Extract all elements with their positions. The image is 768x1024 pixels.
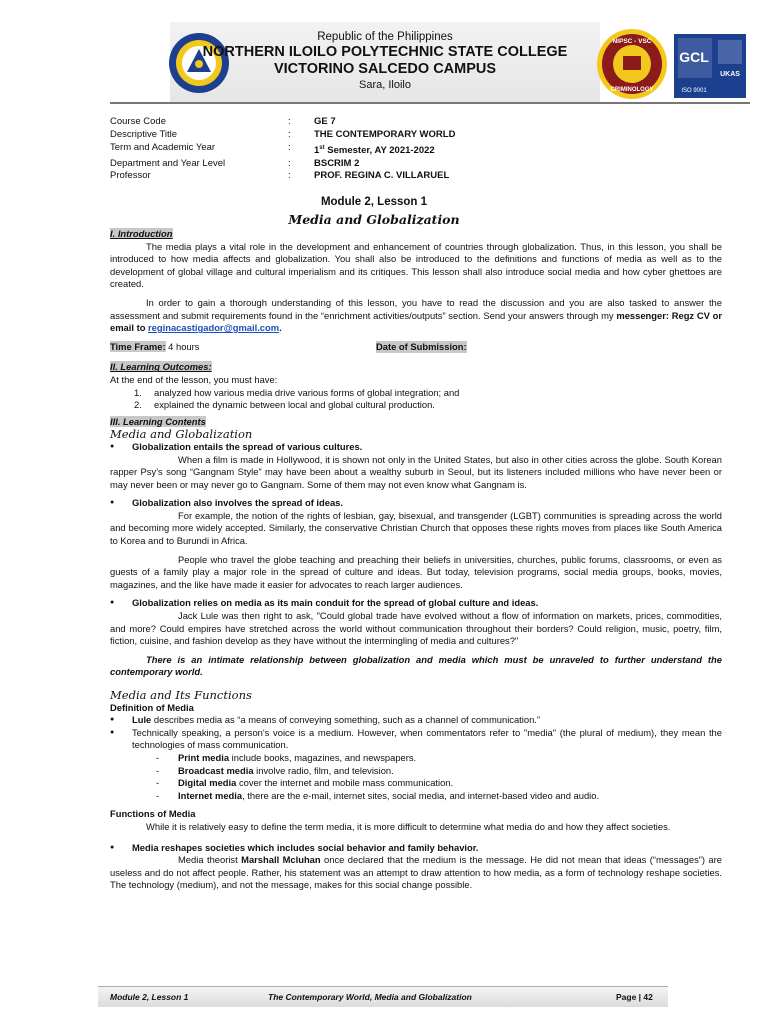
email-link[interactable]: reginacastigador@gmail.com <box>148 322 280 334</box>
functions-paragraph: While it is relatively easy to define the term media, it is more difficult to determine what media do and how they affect societies. <box>146 820 671 832</box>
emphasis-statement: There is an intimate relationship between globalization and media which must be unraveled to further understand the contemporary world. <box>110 653 722 678</box>
list-item: ● Globalization also involves the spread of ideas. <box>110 497 722 510</box>
footer-module: Module 2, Lesson 1 <box>110 992 189 1002</box>
section-heading-outcomes: II. Learning Outcomes: <box>110 361 212 373</box>
info-value: 1st Semester, AY 2021-2022 <box>314 144 435 156</box>
campus-location: Sara, Iloilo <box>359 79 411 91</box>
info-colon: : <box>288 141 291 153</box>
seal-top-text: NIPSC - VSC <box>612 38 652 45</box>
lesson-title: Media and Globalization <box>288 212 460 227</box>
list-item: ● Technically speaking, a person's voice is a medium. However, when commentators refer to "media" (the plural of medium), they mean the technologies of mass communication. <box>110 727 722 752</box>
professor-row <box>110 170 455 183</box>
header-divider <box>110 102 750 104</box>
seal-bottom-text: CRIMINOLOGY <box>610 87 654 93</box>
outcome-item: 1. analyzed how various media drive various forms of global integration; and <box>134 386 460 398</box>
college-name: NORTHERN ILOILO POLYTECHNIC STATE COLLEGE <box>202 44 568 60</box>
media-type-item: - Print media include books, magazines, and newspapers. <box>110 752 722 765</box>
info-value: THE CONTEMPORARY WORLD <box>314 128 456 140</box>
info-key: Term and Academic Year <box>110 141 216 153</box>
intro-paragraph-1: The media plays a vital role in the development and enhancement of countries through globalization. Thus, in this lesson, you shall be introduced to how media affects and globalization. You shall also be introduced to the definitions and functions of media as well as to the development of global village and cultural imperialism and its critiques. This lesson shall also introduce social media and how cyber ghettoes are created. <box>110 240 722 290</box>
footer-course: The Contemporary World, Media and Globalization <box>268 992 472 1002</box>
course-info-table <box>110 116 455 183</box>
info-colon: : <box>288 116 291 127</box>
info-key: Course Code <box>110 116 166 127</box>
mcluhan-paragraph: Media theorist Marshall Mcluhan once declared that the medium is the message. He did not mean that ideas (“messages”) are useless and do not affect people. Rather, his statement was an attempt to draw attention to how media, as a form of technology reshape societies. The technology (medium), and not the message, makes for this social change possible. <box>110 854 722 891</box>
list-item: ● Globalization relies on media as its main conduit for the spread of global culture and ideas. <box>110 597 722 610</box>
ukas-text: UKAS <box>720 71 740 78</box>
subheading-media-globalization: Media and Globalization <box>110 427 253 442</box>
functions-heading: Functions of Media <box>110 808 196 820</box>
info-colon: : <box>288 128 291 140</box>
campus-name: VICTORINO SALCEDO CAMPUS <box>273 61 497 77</box>
list-item: ● Lule describes media as “a means of conveying something, such as a channel of communication.” <box>110 714 722 727</box>
course-code-row <box>110 116 455 129</box>
date-of-submission-label: Date of Submission: <box>376 340 467 352</box>
time-frame-value: 4 hours <box>165 340 200 352</box>
descriptive-title-row <box>110 129 455 142</box>
definition-heading: Definition of Media <box>110 701 194 713</box>
info-key: Department and Year Level <box>110 157 226 169</box>
outcomes-lead: At the end of the lesson, you must have: <box>110 373 278 385</box>
bullet-3-text: Jack Lule was then right to ask, "Could global trade have evolved without a flow of information on markets, prices, commodities, and more? Could empires have stretched across the world without communication throughout their borders? Could religion, music, poetry, film, fiction, cuisine, and fashion develop as they have without the intermingling of media and cultures?" <box>110 610 722 647</box>
media-type-item: - Internet media, there are the e-mail, internet sites, social media, and internet-based video and audio. <box>110 790 722 803</box>
time-frame-label: Time Frame: <box>110 340 166 352</box>
department-row <box>110 158 455 171</box>
info-colon: : <box>288 170 291 182</box>
info-key: Professor <box>110 170 151 182</box>
page-footer <box>98 986 668 1007</box>
lesson-body <box>110 228 722 892</box>
module-title: Module 2, Lesson 1 <box>320 196 428 208</box>
info-key: Descriptive Title <box>110 128 178 140</box>
republic-line: Republic of the Philippines <box>317 31 453 43</box>
term-row <box>110 142 455 158</box>
media-type-item: - Broadcast media involve radio, film, and television. <box>110 765 722 778</box>
info-value: GE 7 <box>314 116 336 127</box>
gcl-text: GCL <box>679 49 709 65</box>
media-type-item: - Digital media cover the internet and mobile mass communication. <box>110 777 722 790</box>
info-colon: : <box>288 157 291 169</box>
iso-certification-logo <box>674 34 746 98</box>
info-value: BSCRIM 2 <box>314 157 360 169</box>
info-value: PROF. REGINA C. VILLARUEL <box>314 170 450 182</box>
time-frame-row <box>110 341 722 354</box>
intro-paragraph-2: In order to gain a thorough understanding of this lesson, you have to read the discussion and you are also tasked to answer the assessment and submit requirements found in the “enrichment activities/outputs” section. Send your answers through my messenger: Regz CV or email to reginacastigador@gmail.com. <box>110 296 722 334</box>
list-item: ● Globalization entails the spread of various cultures. <box>110 441 722 454</box>
bullet-2-text-1: For example, the notion of the rights of lesbian, gay, bisexual, and transgender (LGBT) communities is spreading across the world and becoming more widely accepted. Similarly, the conservative Christian Church that opposes these rights moves from places like South America to Korea and to Burundi in Africa. <box>110 509 722 547</box>
outcome-item: 2. explained the dynamic between local and global cultural production. <box>134 399 435 411</box>
criminology-seal-logo <box>596 28 668 100</box>
section-heading-introduction: I. Introduction <box>110 228 173 239</box>
institution-header <box>150 30 620 92</box>
page-number: Page | 42 <box>616 992 653 1002</box>
subheading-media-functions: Media and Its Functions <box>110 688 252 702</box>
list-item: ● Media reshapes societies which includes social behavior and family behavior. <box>110 842 722 855</box>
bullet-1-text: When a film is made in Hollywood, it is shown not only in the United States, but also in other cities across the globe. South Korean rapper Psy’s song “Gangnam Style” may have been about a wealthy suburb in Seoul, but its listeners included millions who have never been or may never been or may never go to Gangnam. Some of them may not even know what Gangnam is. <box>110 453 722 490</box>
iso-text: ISO 9001 <box>681 88 707 94</box>
section-heading-contents: III. Learning Contents <box>110 415 206 427</box>
bullet-2-text-2: People who travel the globe teaching and preaching their beliefs in universities, churches, public forums, classrooms, or even as guests of a family play a major role in the spread of culture and ideas. But today, television programs, social media groups, books, movies, magazines, and the like have made it easier for advocates to reach larger audiences. <box>110 553 722 590</box>
